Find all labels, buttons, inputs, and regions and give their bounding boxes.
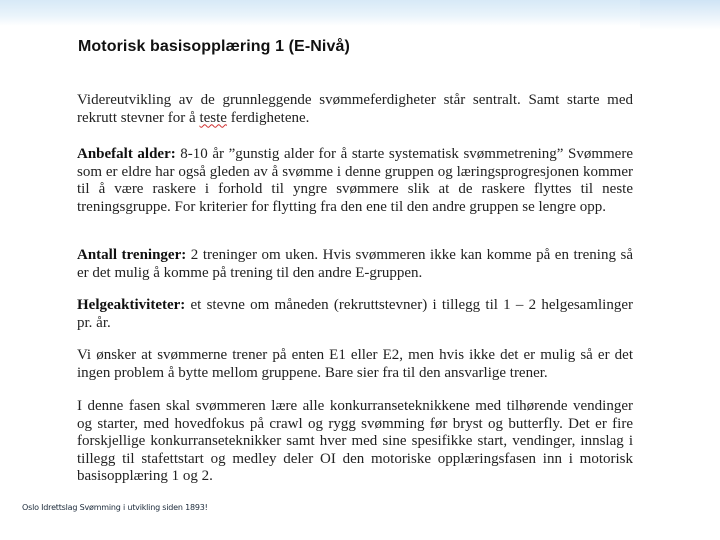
weekend-text: et stevne om måneden (rekruttstevner) i tillegg til 1 – 2 helgesamlinger pr. år. xyxy=(77,297,633,331)
training-label: Antall treninger: xyxy=(77,247,187,263)
intro-text-end: ferdighetene. xyxy=(226,109,310,126)
slide-top-gradient xyxy=(0,0,720,26)
weekend-label: Helgeaktiviteter: xyxy=(77,297,186,313)
phase-paragraph: I denne fasen skal svømmeren lære alle konkurranseteknikkene med tilhørende vendinger og starter, med hovedfokus på crawl og rygg svømming før bryst og butterfly. Det er fire forskjellige konkurranseteknikker samt hver med sine spesifikke start, vendinger, innslag i tillegg til stafettstart og medley deler OI den motoriske opplæringsfasen inn i motorisk basisopplæring 1 og 2. xyxy=(77,398,633,485)
document-title: Motorisk basisopplæring 1 (E-Nivå) xyxy=(78,38,350,55)
training-count-paragraph xyxy=(77,247,633,282)
age-text: 8-10 år ”gunstig alder for å starte systematisk svømmetrening” Svømmere som er eldre har også gleden av å svømme i denne gruppen og læringsprogresjonen kommer til å være raskere i forhold til yngre svømmere slik at de raskere flyttes til neste treningsgruppe. For kriterier for flytting fra den ene til den andre gruppen se lengre opp. xyxy=(77,146,633,215)
training-text: 2 treninger om uken. Hvis svømmeren ikke kan komme på en trening så er det mulig å komme på trening til den andre E-gruppen. xyxy=(77,247,633,281)
intro-paragraph xyxy=(77,92,633,127)
spellcheck-word: teste xyxy=(199,109,227,126)
slide-footer: Oslo Idrettslag Svømming i utvikling siden 1893! xyxy=(22,503,208,512)
groups-paragraph: Vi ønsker at svømmerne trener på enten E1 eller E2, men hvis ikke det er mulig så er det ingen problem å bytte mellom gruppene. Bare sier fra til den ansvarlige trener. xyxy=(77,347,633,381)
recommended-age-paragraph xyxy=(77,146,633,216)
weekend-activities-paragraph xyxy=(77,297,633,332)
slide-corner-decoration xyxy=(640,0,720,30)
age-label: Anbefalt alder: xyxy=(77,146,176,162)
intro-text-start: Videreutvikling av de grunnleggende svømmeferdigheter står sentralt. Samt starte med rekrutt stevner for å xyxy=(77,92,633,126)
